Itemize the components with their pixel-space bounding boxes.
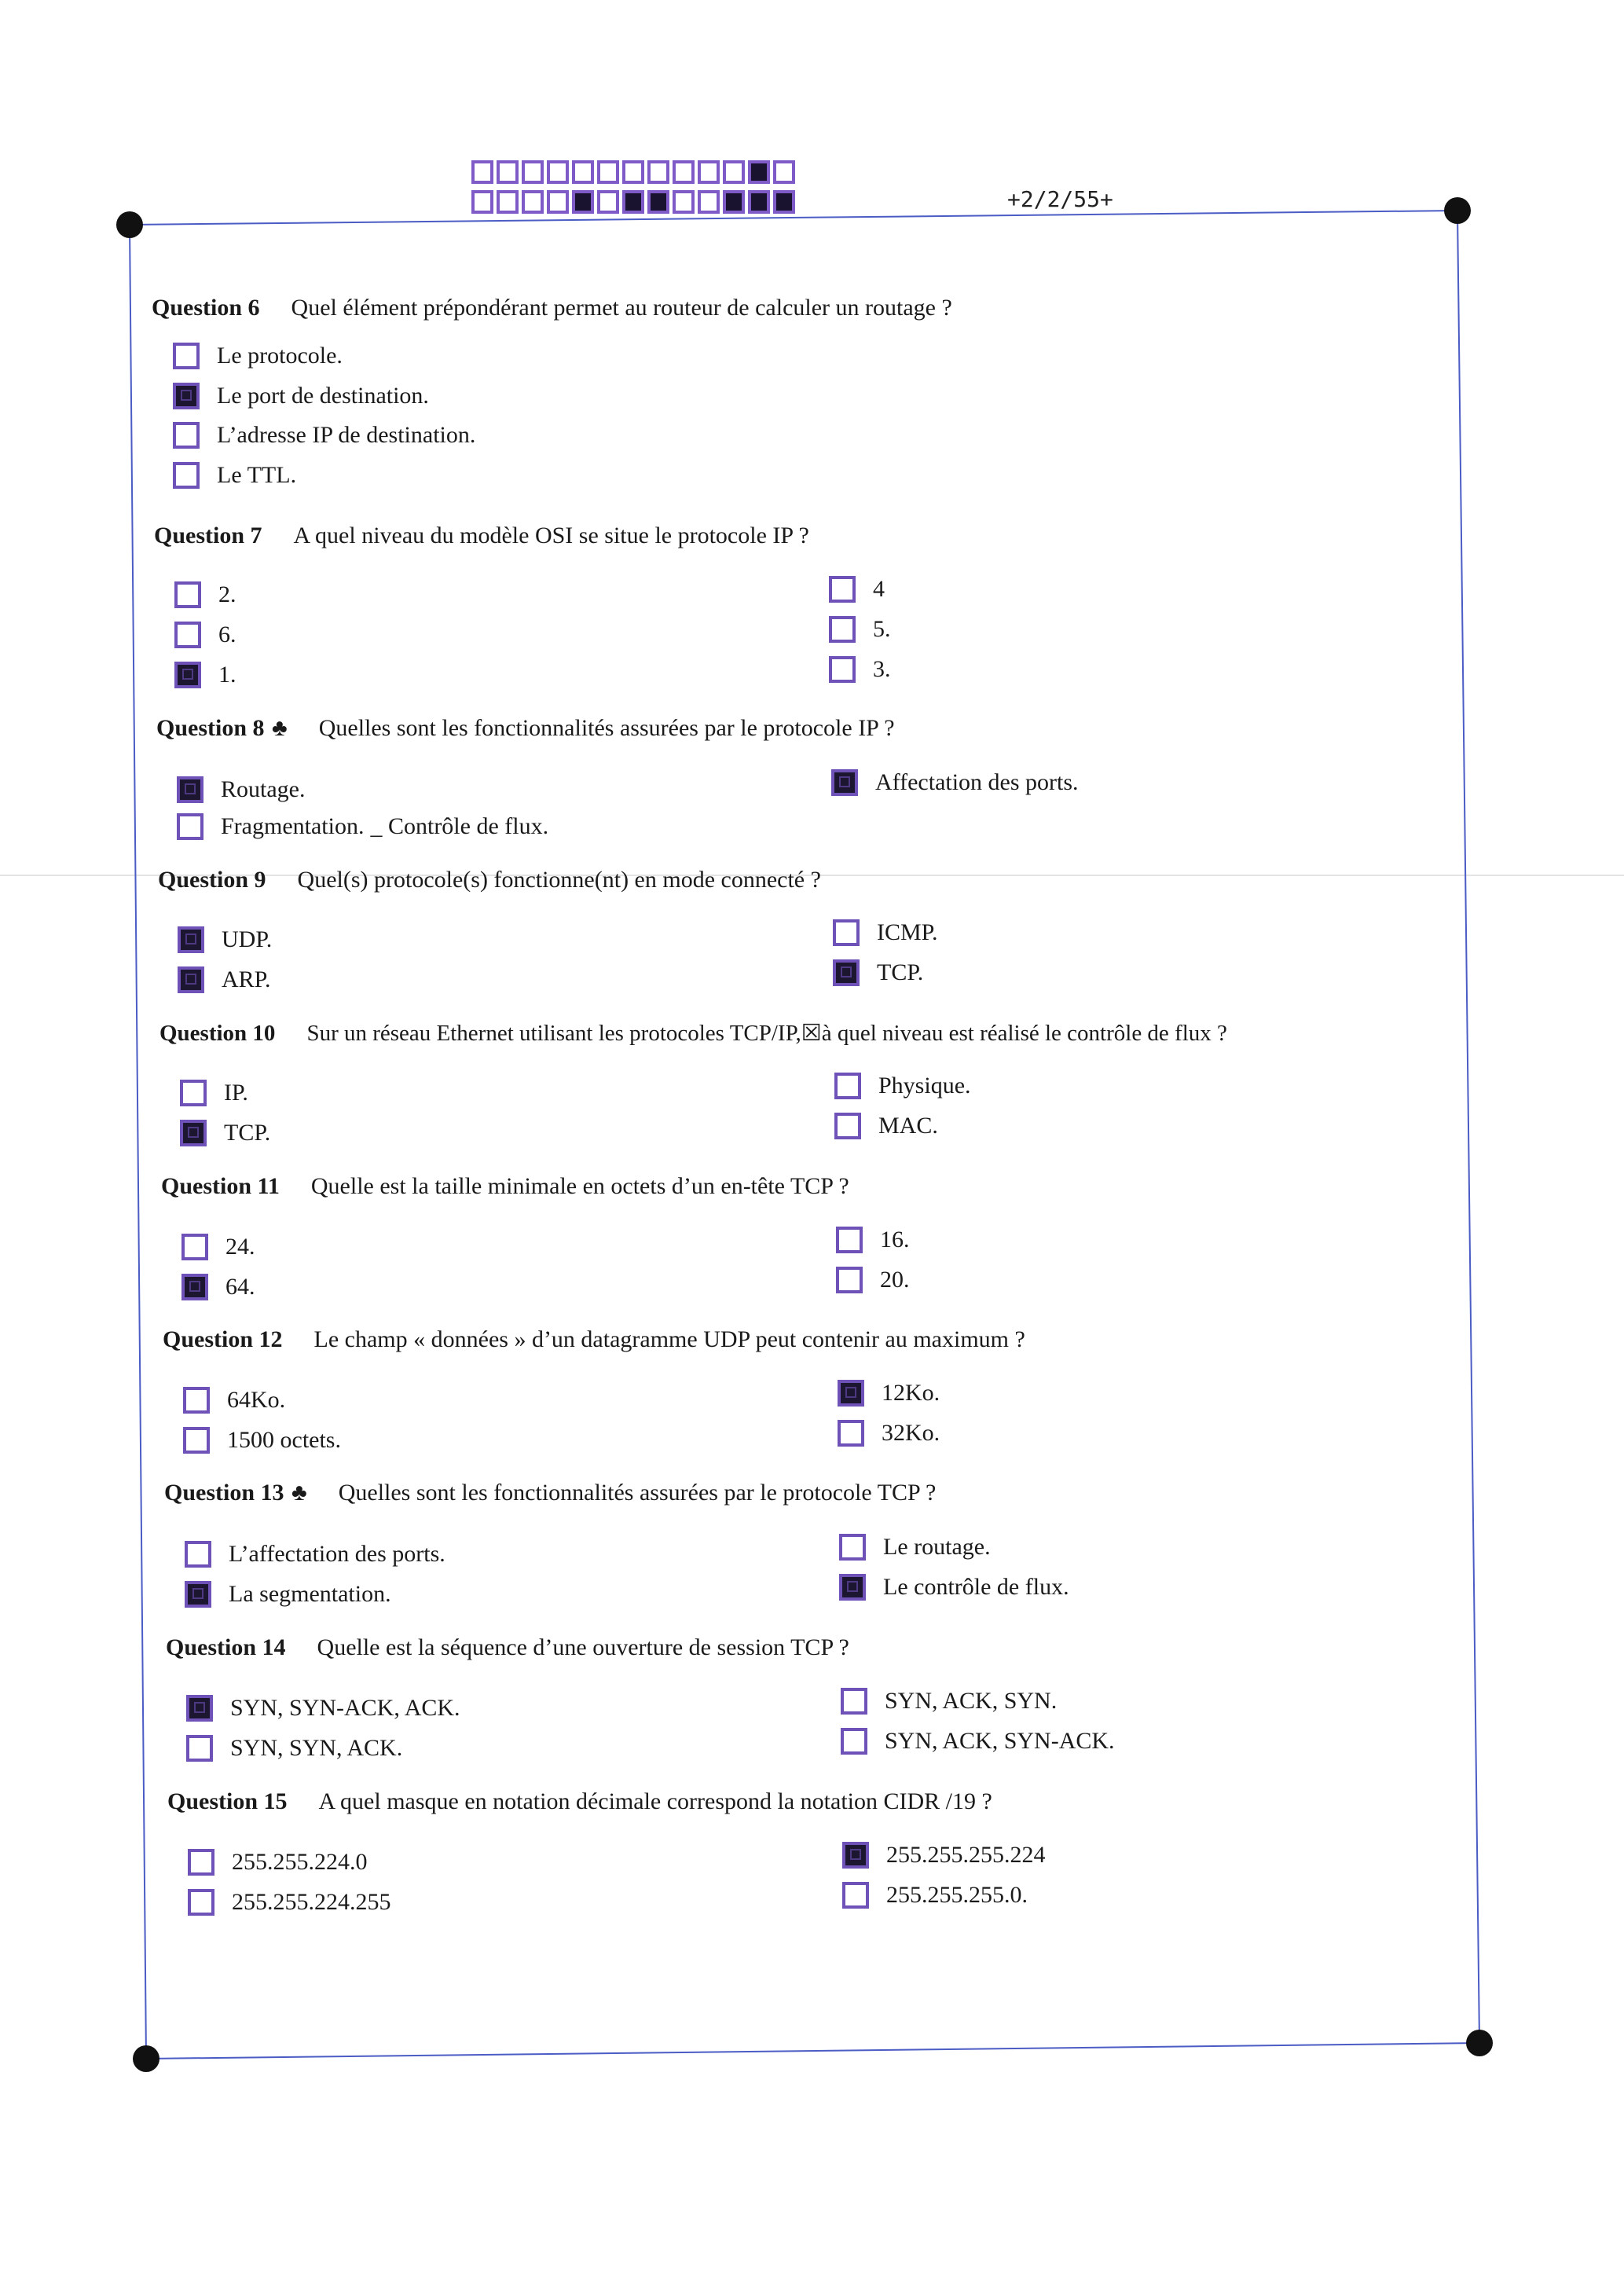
choice-label: 5.: [873, 616, 891, 642]
choice-label: MAC.: [878, 1113, 938, 1139]
answer-checkbox[interactable]: [836, 1227, 863, 1253]
question-label: Question 10: [159, 1021, 276, 1046]
barcode-cell-empty: [597, 160, 619, 184]
choice[interactable]: [834, 1073, 971, 1099]
question-header: [166, 1634, 849, 1661]
barcode-cell-empty: [698, 190, 720, 214]
choice-label: 16.: [880, 1227, 910, 1253]
barcode-cell-empty: [522, 190, 544, 214]
answer-checkbox[interactable]: [177, 813, 203, 840]
answer-checkbox[interactable]: [836, 1267, 863, 1293]
question-header: [164, 1480, 936, 1506]
barcode-cell-filled: [748, 190, 770, 214]
question-text: Quel élément prépondérant permet au routeur de calculer un routage ?: [291, 295, 952, 321]
question-label: Question 12: [163, 1326, 283, 1352]
barcode-cell-empty: [471, 160, 493, 184]
answer-checkbox[interactable]: [185, 1581, 211, 1608]
barcode-cell-empty: [673, 190, 695, 214]
choice-label: Le TTL.: [217, 462, 297, 488]
club-icon: ♣: [272, 715, 288, 741]
choice[interactable]: [188, 1849, 368, 1876]
barcode-cell-filled: [773, 190, 795, 214]
choice[interactable]: [839, 1574, 1069, 1601]
choice-label: L’adresse IP de destination.: [217, 422, 476, 448]
answer-checkbox[interactable]: [838, 1380, 864, 1407]
barcode-cell-empty: [597, 190, 619, 214]
answer-checkbox[interactable]: [183, 1427, 210, 1454]
question-label: Question 14: [166, 1634, 286, 1660]
choice[interactable]: [841, 1688, 1057, 1715]
choice[interactable]: [836, 1267, 910, 1293]
answer-checkbox[interactable]: [829, 656, 856, 683]
barcode-cell-empty: [547, 160, 569, 184]
choice[interactable]: [177, 813, 548, 840]
choice[interactable]: [836, 1227, 910, 1253]
choice[interactable]: [841, 1728, 1115, 1755]
answer-checkbox[interactable]: [842, 1842, 869, 1869]
choice-label: 12Ko.: [882, 1380, 940, 1406]
choice-label: ARP.: [222, 966, 271, 992]
question-header: [152, 295, 952, 321]
choice[interactable]: [833, 919, 938, 946]
choice-label: 1500 octets.: [227, 1427, 341, 1453]
choice[interactable]: [831, 769, 1079, 796]
answer-checkbox[interactable]: [181, 1274, 208, 1300]
question-text: Quel(s) protocole(s) fonctionne(nt) en mode connecté ?: [297, 867, 821, 893]
choice[interactable]: [833, 959, 923, 986]
choice-label: ICMP.: [877, 919, 938, 945]
answer-checkbox[interactable]: [180, 1080, 207, 1106]
question-text: Quelle est la taille minimale en octets d’un en-tête TCP ?: [310, 1173, 849, 1199]
barcode-cell-empty: [647, 160, 669, 184]
choice[interactable]: [842, 1882, 1028, 1909]
barcode-cell-empty: [622, 160, 644, 184]
answer-checkbox[interactable]: [833, 919, 860, 946]
barcode-cell-filled: [572, 190, 594, 214]
question-header: [156, 715, 895, 742]
choice-label: SYN, SYN-ACK, ACK.: [230, 1695, 460, 1721]
answer-checkbox[interactable]: [178, 966, 204, 993]
answer-checkbox[interactable]: [188, 1849, 214, 1876]
barcode-cell-empty: [547, 190, 569, 214]
answer-checkbox[interactable]: [188, 1889, 214, 1916]
choice[interactable]: [186, 1695, 460, 1722]
choice-label: Routage.: [221, 776, 306, 802]
answer-checkbox[interactable]: [841, 1688, 867, 1715]
choice[interactable]: [178, 926, 272, 953]
choice[interactable]: [178, 966, 271, 993]
choice-label: Affectation des ports.: [875, 769, 1079, 795]
barcode-cell-empty: [497, 190, 519, 214]
choice-label: TCP.: [877, 959, 924, 985]
choice[interactable]: [181, 1274, 255, 1300]
question-text: A quel masque en notation décimale correspond la notation CIDR /19 ?: [318, 1788, 992, 1814]
choice-label: 3.: [873, 656, 891, 682]
choice-label: L’affectation des ports.: [229, 1541, 445, 1567]
answer-checkbox[interactable]: [178, 926, 204, 953]
question-header: [163, 1326, 1025, 1353]
choice[interactable]: [829, 616, 891, 643]
choice[interactable]: [829, 576, 885, 603]
answer-checkbox[interactable]: [839, 1574, 866, 1601]
choice-label: 4: [873, 576, 885, 602]
answer-checkbox[interactable]: [174, 581, 201, 608]
choice-label: 255.255.224.0: [232, 1849, 368, 1875]
barcode-cell-filled: [622, 190, 644, 214]
handwritten-note: _ Contrôle de flux.: [370, 813, 549, 839]
choice[interactable]: [174, 622, 236, 648]
club-icon: ♣: [291, 1480, 307, 1506]
answer-checkbox[interactable]: [185, 1541, 211, 1568]
choice[interactable]: [188, 1889, 391, 1916]
choice[interactable]: [173, 343, 343, 369]
choice-label: Le routage.: [883, 1534, 991, 1560]
answer-checkbox[interactable]: [831, 769, 858, 796]
question-label: Question 7: [154, 523, 262, 548]
choice[interactable]: [838, 1380, 940, 1407]
choice[interactable]: [181, 1234, 255, 1260]
answer-checkbox[interactable]: [173, 383, 200, 409]
choice-label: 24.: [225, 1234, 255, 1260]
choice[interactable]: [174, 662, 236, 688]
choice-label: 64Ko.: [227, 1387, 286, 1413]
choice[interactable]: [183, 1427, 341, 1454]
choice-label: 32Ko.: [882, 1420, 940, 1446]
barcode-cell-filled: [647, 190, 669, 214]
question-label: Question 15: [167, 1788, 288, 1814]
question-text: Sur un réseau Ethernet utilisant les protocoles TCP/IP,☒à quel niveau est réalisé le contrôle de flux ?: [306, 1021, 1227, 1046]
choice[interactable]: [834, 1113, 938, 1139]
choice[interactable]: [829, 656, 891, 683]
choice[interactable]: [173, 383, 429, 409]
choice-label: 255.255.255.224: [886, 1842, 1046, 1868]
choice[interactable]: [180, 1080, 248, 1106]
choice-label: 64.: [225, 1274, 255, 1300]
answer-checkbox[interactable]: [842, 1882, 869, 1909]
choice-label: Fragmentation.: [221, 813, 365, 839]
choice[interactable]: [185, 1581, 391, 1608]
answer-checkbox[interactable]: [177, 776, 203, 803]
barcode-cell-empty: [471, 190, 493, 214]
choice-label: Le port de destination.: [217, 383, 429, 409]
question-text: Quelles sont les fonctionnalités assurées par le protocole TCP ?: [338, 1480, 937, 1506]
choice-label: IP.: [224, 1080, 248, 1106]
choice[interactable]: [185, 1541, 445, 1568]
question-label-text: Question 13: [164, 1480, 284, 1506]
question-label: Question 11: [161, 1173, 280, 1199]
answer-checkbox[interactable]: [174, 622, 201, 648]
registration-mark-bottom-right: [1466, 2030, 1493, 2056]
answer-checkbox[interactable]: [834, 1073, 861, 1099]
question-label-text: Question 8: [156, 715, 265, 741]
registration-mark-bottom-left: [133, 2045, 159, 2072]
barcode-row-2: [471, 190, 795, 214]
page-id: +2/2/55+: [1007, 186, 1113, 212]
question-text: Quelle est la séquence d’une ouverture de session TCP ?: [317, 1634, 849, 1660]
choice[interactable]: [180, 1120, 270, 1146]
choice-label: 255.255.224.255: [232, 1889, 391, 1915]
choice-label: 2.: [218, 581, 236, 607]
question-text: A quel niveau du modèle OSI se situe le protocole IP ?: [293, 523, 809, 548]
question-label: Question 6: [152, 295, 260, 321]
choice-label: SYN, ACK, SYN-ACK.: [885, 1728, 1115, 1754]
barcode-cell-empty: [572, 160, 594, 184]
question-text: Le champ « données » d’un datagramme UDP peut contenir au maximum ?: [313, 1326, 1025, 1352]
choice-label: Le protocole.: [217, 343, 343, 369]
barcode-cell-empty: [522, 160, 544, 184]
answer-checkbox[interactable]: [829, 616, 856, 643]
choice[interactable]: [177, 776, 305, 803]
question-header: [161, 1173, 849, 1200]
barcode-cell-empty: [723, 160, 745, 184]
answer-checkbox[interactable]: [181, 1234, 208, 1260]
answer-checkbox[interactable]: [173, 343, 200, 369]
choice-label: 6.: [218, 622, 236, 647]
question-label: [156, 715, 288, 741]
answer-checkbox[interactable]: [829, 576, 856, 603]
question-header: [154, 523, 809, 549]
choice-label: Le contrôle de flux.: [883, 1574, 1069, 1600]
barcode-cell-filled: [748, 160, 770, 184]
choice[interactable]: [842, 1842, 1046, 1869]
choice[interactable]: [174, 581, 236, 608]
choice[interactable]: [183, 1387, 285, 1414]
answer-checkbox[interactable]: [186, 1695, 213, 1722]
answer-checkbox[interactable]: [183, 1387, 210, 1414]
choice-label: SYN, SYN, ACK.: [230, 1735, 403, 1761]
choice-label: TCP.: [224, 1120, 271, 1146]
choice[interactable]: [838, 1420, 940, 1447]
choice-label: UDP.: [222, 926, 273, 952]
question-label: [164, 1480, 307, 1506]
answer-checkbox[interactable]: [838, 1420, 864, 1447]
question-header: [159, 1019, 1227, 1047]
answer-checkbox[interactable]: [173, 422, 200, 449]
choice-label: SYN, ACK, SYN.: [885, 1688, 1058, 1714]
choice[interactable]: [173, 422, 475, 449]
barcode-cell-empty: [773, 160, 795, 184]
choice[interactable]: [173, 462, 296, 489]
answer-checkbox[interactable]: [180, 1120, 207, 1146]
barcode-cell-empty: [497, 160, 519, 184]
answer-checkbox[interactable]: [173, 462, 200, 489]
question-text: Quelles sont les fonctionnalités assurées par le protocole IP ?: [318, 715, 895, 741]
choice-label: 20.: [880, 1267, 910, 1293]
barcode-row-1: [471, 160, 795, 184]
question-header: [158, 867, 821, 893]
choice-label: La segmentation.: [229, 1581, 391, 1607]
registration-mark-top-left: [116, 211, 143, 238]
barcode-cell-empty: [698, 160, 720, 184]
choice-label: 255.255.255.0.: [886, 1882, 1028, 1908]
question-header: [167, 1788, 992, 1815]
question-label: Question 9: [158, 867, 266, 893]
answer-checkbox[interactable]: [834, 1113, 861, 1139]
answer-checkbox[interactable]: [186, 1735, 213, 1762]
barcode-cell-filled: [723, 190, 745, 214]
barcode-cell-empty: [673, 160, 695, 184]
choice-label: 1.: [218, 662, 236, 688]
choice[interactable]: [186, 1735, 402, 1762]
answer-checkbox[interactable]: [841, 1728, 867, 1755]
choice-label: Physique.: [878, 1073, 971, 1098]
answer-checkbox[interactable]: [174, 662, 201, 688]
choice[interactable]: [839, 1534, 991, 1561]
answer-checkbox[interactable]: [839, 1534, 866, 1561]
registration-mark-top-right: [1444, 197, 1471, 224]
answer-checkbox[interactable]: [833, 959, 860, 986]
